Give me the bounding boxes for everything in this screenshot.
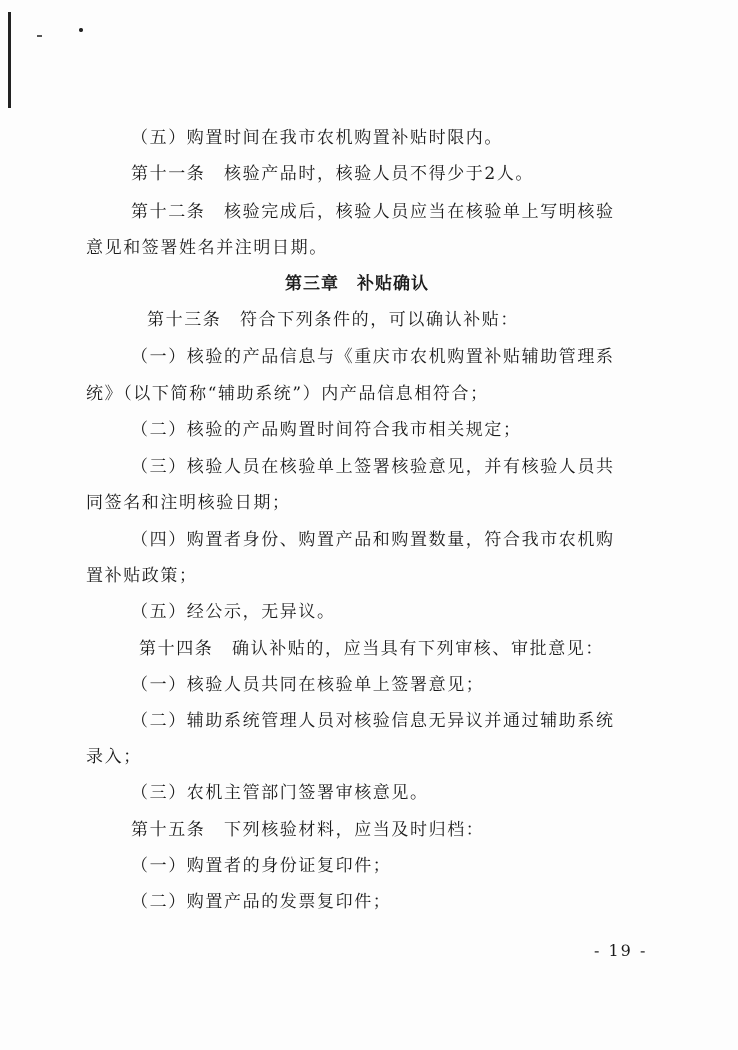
- text-line: （二）辅助系统管理人员对核验信息无异议并通过辅助系统: [131, 711, 615, 731]
- text-line: 意见和签署姓名并注明日期。: [86, 238, 328, 258]
- text-line: 统》（以下简称“辅助系统”）内产品信息相符合；: [86, 384, 489, 404]
- text-line: （五）购置时间在我市农机购置补贴时限内。: [131, 128, 503, 148]
- article-13-line: 第十三条 符合下列条件的，可以确认补贴：: [147, 310, 519, 330]
- article-11-line: 第十一条 核验产品时，核验人员不得少于2人。: [131, 164, 535, 184]
- text-line: （二）购置产品的发票复印件；: [131, 892, 392, 912]
- text-line: 置补贴政策；: [86, 566, 198, 586]
- article-14-line: 第十四条 确认补贴的，应当具有下列审核、审批意见：: [139, 639, 604, 659]
- text-line: （一）购置者的身份证复印件；: [131, 856, 392, 876]
- text-line: 录入；: [86, 747, 142, 767]
- article-15-line: 第十五条 下列核验材料，应当及时归档：: [131, 820, 485, 840]
- article-12-line: 第十二条 核验完成后，核验人员应当在核验单上写明核验: [131, 202, 615, 222]
- text-line: （四）购置者身份、购置产品和购置数量，符合我市农机购: [131, 530, 615, 550]
- page-number: - 19 -: [594, 941, 648, 960]
- scan-dot: [79, 28, 83, 32]
- chapter-heading: 第三章 补贴确认: [285, 274, 429, 294]
- text-line: （五）经公示，无异议。: [131, 602, 336, 622]
- text-line: （三）核验人员在核验单上签署核验意见，并有核验人员共: [131, 457, 615, 477]
- text-line: 同签名和注明核验日期；: [86, 493, 291, 513]
- text-line: （二）核验的产品购置时间符合我市相关规定；: [131, 420, 522, 440]
- text-line: （一）核验的产品信息与《重庆市农机购置补贴辅助管理系: [131, 347, 615, 367]
- scan-speck: [37, 35, 42, 37]
- text-line: （一）核验人员共同在核验单上签署意见；: [131, 675, 485, 695]
- text-line: （三）农机主管部门签署审核意见。: [131, 783, 429, 803]
- scan-edge-mark: [8, 12, 11, 108]
